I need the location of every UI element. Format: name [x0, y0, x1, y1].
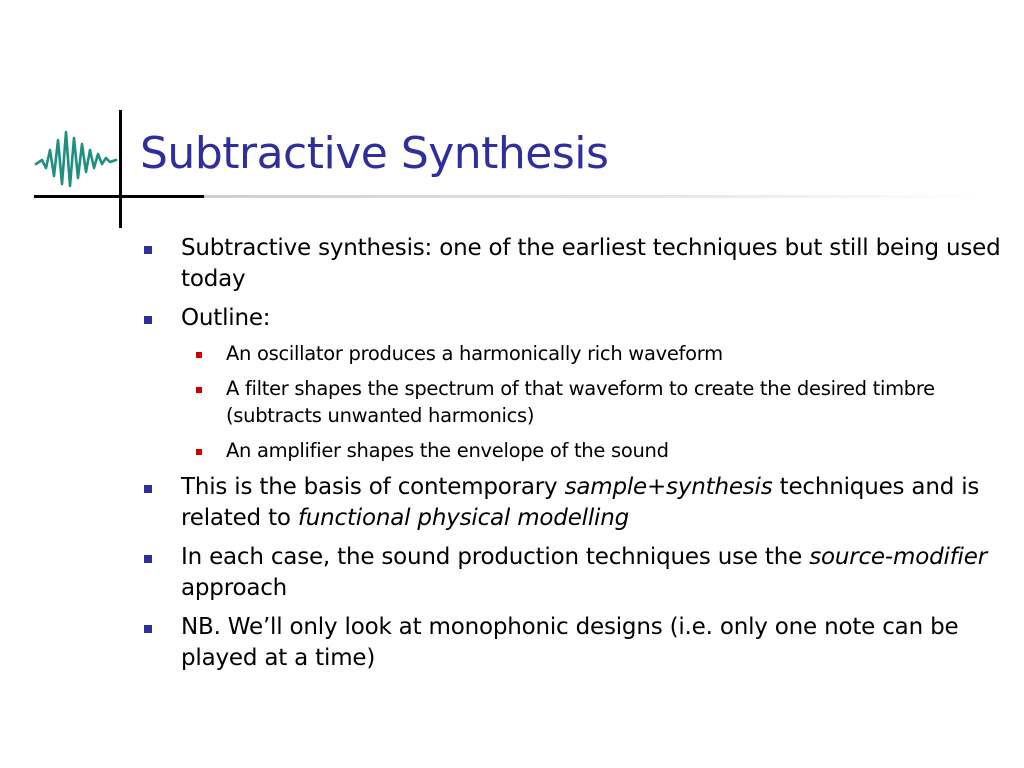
sub-bullet-item: [181, 437, 1004, 464]
small-square-bullet-icon: [196, 387, 202, 393]
bullet-item: [144, 472, 1004, 534]
bullet-text-lead: In each case, the sound production techniques use the: [181, 544, 810, 570]
square-bullet-icon: [144, 316, 152, 324]
bullet-text-tail: approach: [181, 575, 288, 601]
title-divider-fade: [204, 195, 984, 198]
bullet-list: [144, 233, 1004, 674]
emphasis-term: sample+synthesis: [564, 474, 773, 500]
title-divider-horizontal: [34, 195, 204, 198]
square-bullet-icon: [144, 555, 152, 563]
sub-bullet-item: [181, 340, 1004, 367]
sub-bullet-text: An amplifier shapes the envelope of the sound: [226, 439, 669, 462]
waveform-icon: [34, 124, 120, 194]
title-divider-vertical: [119, 110, 122, 228]
slide-body: [144, 233, 1004, 682]
bullet-text-middle: techniques and is related to: [181, 474, 980, 531]
sub-bullet-list: [181, 340, 1004, 464]
small-square-bullet-icon: [196, 449, 202, 455]
bullet-text: NB. We’ll only look at monophonic designs (i.e. only one note can be played at a time): [181, 614, 959, 671]
emphasis-term: source-modifier: [809, 544, 987, 570]
small-square-bullet-icon: [196, 352, 202, 358]
bullet-text-lead: This is the basis of contemporary: [181, 474, 565, 500]
square-bullet-icon: [144, 246, 152, 254]
square-bullet-icon: [144, 625, 152, 633]
emphasis-term: functional physical modelling: [297, 505, 630, 531]
bullet-text: Subtractive synthesis: one of the earliest techniques but still being used today: [181, 235, 1001, 292]
sub-bullet-text: An oscillator produces a harmonically rich waveform: [226, 342, 723, 365]
bullet-item: [144, 612, 1004, 674]
bullet-item: [144, 233, 1004, 295]
slide-title: Subtractive Synthesis: [140, 128, 609, 179]
sub-bullet-text: A filter shapes the spectrum of that waveform to create the desired timbre (subtracts unwanted harmonics): [226, 377, 935, 427]
bullet-item: [144, 303, 1004, 464]
bullet-text: Outline:: [181, 305, 271, 331]
bullet-item: [144, 542, 1004, 604]
square-bullet-icon: [144, 485, 152, 493]
sub-bullet-item: [181, 375, 1004, 429]
